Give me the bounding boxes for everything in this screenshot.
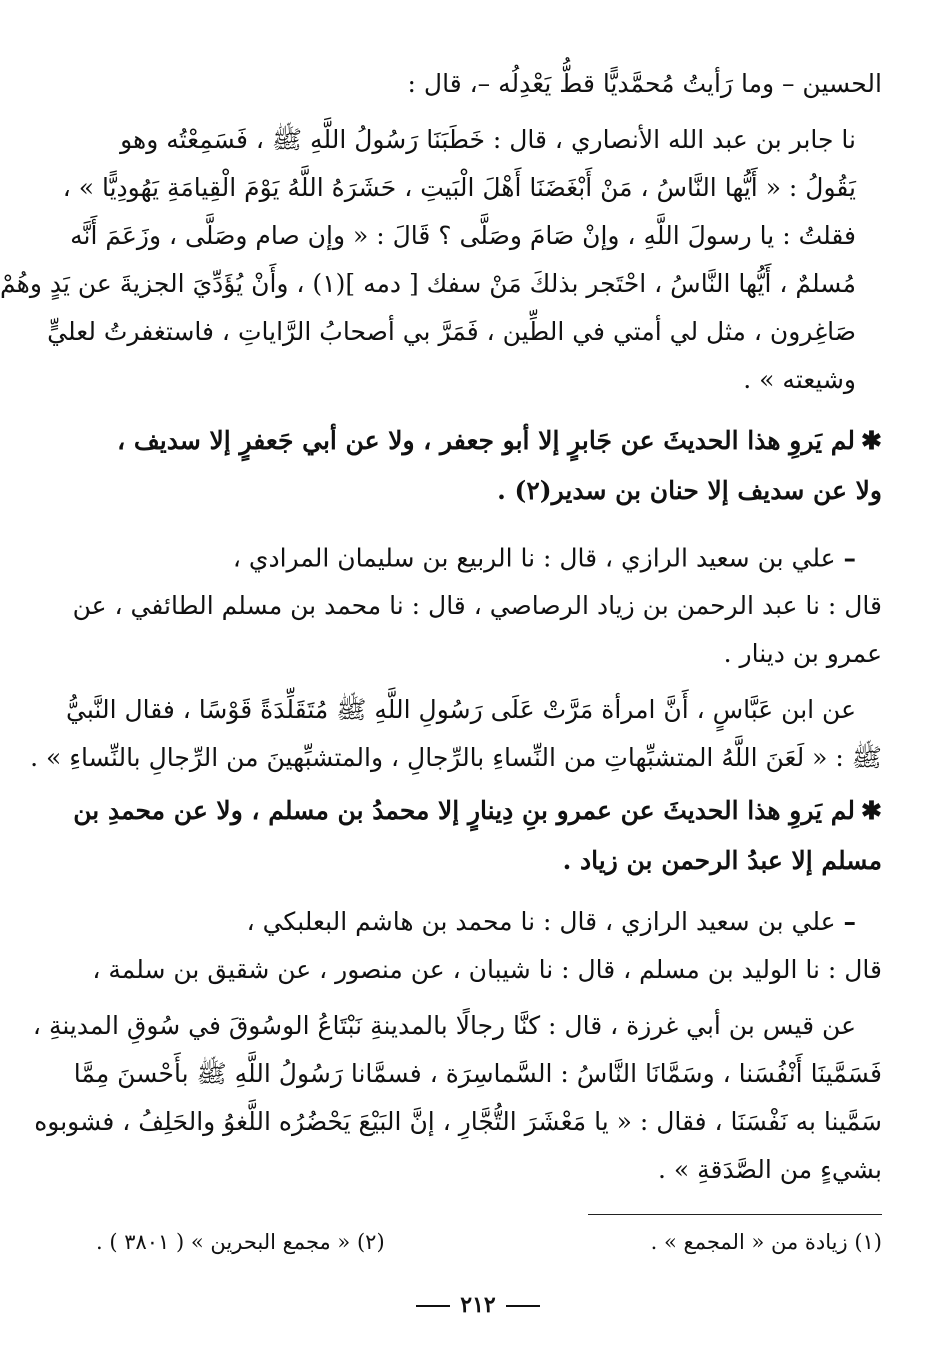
note-text: ولا عن سديف إلا حنان بن سدير(٢) . <box>497 476 882 505</box>
hadith-4004-chain <box>46 898 882 994</box>
note-text: مسلم إلا عبدُ الرحمن بن زياد . <box>562 846 882 876</box>
page-number: ٢١٢ <box>460 1292 496 1318</box>
text-line: نا جابر بن عبد الله الأنصاري ، قال : خَطَبَنَا رَسُولُ اللَّهِ ﷺ ، فَسَمِعْتُه وهو <box>120 125 856 154</box>
footnote-1: (١) زيادة من « المجمع » . <box>650 1230 882 1254</box>
star-marker-icon: ✱ <box>861 426 882 455</box>
star-marker-icon: ✱ <box>861 796 882 826</box>
hadith-4003-matn <box>30 686 882 782</box>
commentary-note-1 <box>46 416 882 516</box>
text-line: صَاغِرون ، مثل لي أمتي في الطِّين ، فَمَرَّ بي أصحابُ الرَّاياتِ ، فاستغفرتُ لعليٍّ <box>47 317 856 346</box>
text-line: يَقُولُ : « أَيُّها النَّاسُ ، مَنْ أَبْغَضَنَا أَهْلَ الْبَيتِ ، حَشَرَهُ اللَّهُ يَوْمَ الْقِيامَةِ يَهُودِيًّا » ، <box>62 173 856 202</box>
text-line: سَمَّينا به نَفْسَنَا ، فقال : « يا مَعْشَرَ التُّجَّارِ ، إنَّ البَيْعَ يَحْضُرُه اللَّغوُ والحَلِفُ ، فشوبوه <box>34 1107 882 1137</box>
text-line: فقلتُ : يا رسولَ اللَّهِ ، وإنْ صَامَ وصَلَّى ؟ قَالَ : « وإن صام وصَلَّى ، وزَعَمَ أَنَّه <box>70 221 856 250</box>
text-line: الحسين – وما رَأيتُ مُحمَّديًّا قطُّ يَعْدِلُه –، قال : <box>407 69 882 98</box>
commentary-note-2 <box>46 786 882 886</box>
dash-left-decoration <box>506 1305 540 1307</box>
text-line: قال : نا الوليد بن مسلم ، قال : نا شيبان ، عن منصور ، عن شقيق بن سلمة ، <box>92 955 882 985</box>
page-body <box>0 60 882 1194</box>
paragraph-opening <box>46 60 882 108</box>
text-line: عن ابن عَبَّاسٍ ، أَنَّ امرأة مَرَّتْ عَلَى رَسُولِ اللَّهِ ﷺ مُتَقَلِّدَةً قَوْسًا ، فقال النَّبيُّ <box>66 695 856 725</box>
hadith-4003-chain <box>46 528 882 678</box>
note-text: لم يَروِ هذا الحديثَ عن جَابرٍ إلا أبو جعفر ، ولا عن أبي جَعفرٍ إلا سديف ، <box>117 426 856 455</box>
dash-right-decoration <box>416 1305 450 1307</box>
paragraph-hadith-jabir <box>0 116 882 404</box>
text-line: بشيءٍ من الصَّدَقةِ » . <box>657 1155 882 1185</box>
dash-mark: – <box>843 543 856 573</box>
text-line: عن قيس بن أبي غرزة ، قال : كنَّا رجالًا بالمدينةِ نَبْتَاعُ الوسُوقَ في سُوقِ المدينةِ ، <box>32 1011 856 1041</box>
note-text: لم يَروِ هذا الحديثَ عن عمرو بنِ دِينارٍ إلا محمدُ بن مسلم ، ولا عن محمدِ بن <box>73 796 856 826</box>
text-line: مُسلمٌ ، أَيُّها النَّاسُ ، احْتَجر بذلكَ مَنْ سفك [ دمه ](١) ، وأَنْ يُؤَدِّيَ الجزيةَ عن يَدٍ وهُمْ <box>0 269 856 298</box>
text-line: ﷺ : « لَعَنَ اللَّهُ المتشبِّهاتِ من النِّساءِ بالرِّجالِ ، والمتشبِّهينَ من الرِّجالِ بالنِّساءِ » . <box>30 743 882 773</box>
page-number-block <box>8 1292 948 1318</box>
text-line: قال : نا عبد الرحمن بن زياد الرصاصي ، قال : نا محمد بن مسلم الطائفي ، عن <box>72 591 882 621</box>
text-line: وشيعته » . <box>743 365 856 394</box>
dash-mark: – <box>843 907 856 937</box>
text-line: عمرو بن دينار . <box>723 639 882 669</box>
chain-text: علي بن سعيد الرازي ، قال : نا محمد بن هاشم البعلبكي ، <box>246 907 836 937</box>
chain-text: علي بن سعيد الرازي ، قال : نا الربيع بن سليمان المرادي ، <box>232 543 836 573</box>
footnote-2: (٢) « مجمع البحرين » ( ٣٨٠١ ) . <box>96 1230 385 1254</box>
hadith-4004-matn <box>32 1002 882 1194</box>
footnote-divider <box>588 1214 882 1215</box>
footnotes <box>96 1224 882 1260</box>
text-line: فَسَمَّينَا أَنْفُسَنا ، وسَمَّانَا النَّاسُ : السَّماسِرَة ، فسمَّانا رَسُولُ اللَّهِ ﷺ بأَحْسنَ مِمَّا <box>73 1059 882 1089</box>
